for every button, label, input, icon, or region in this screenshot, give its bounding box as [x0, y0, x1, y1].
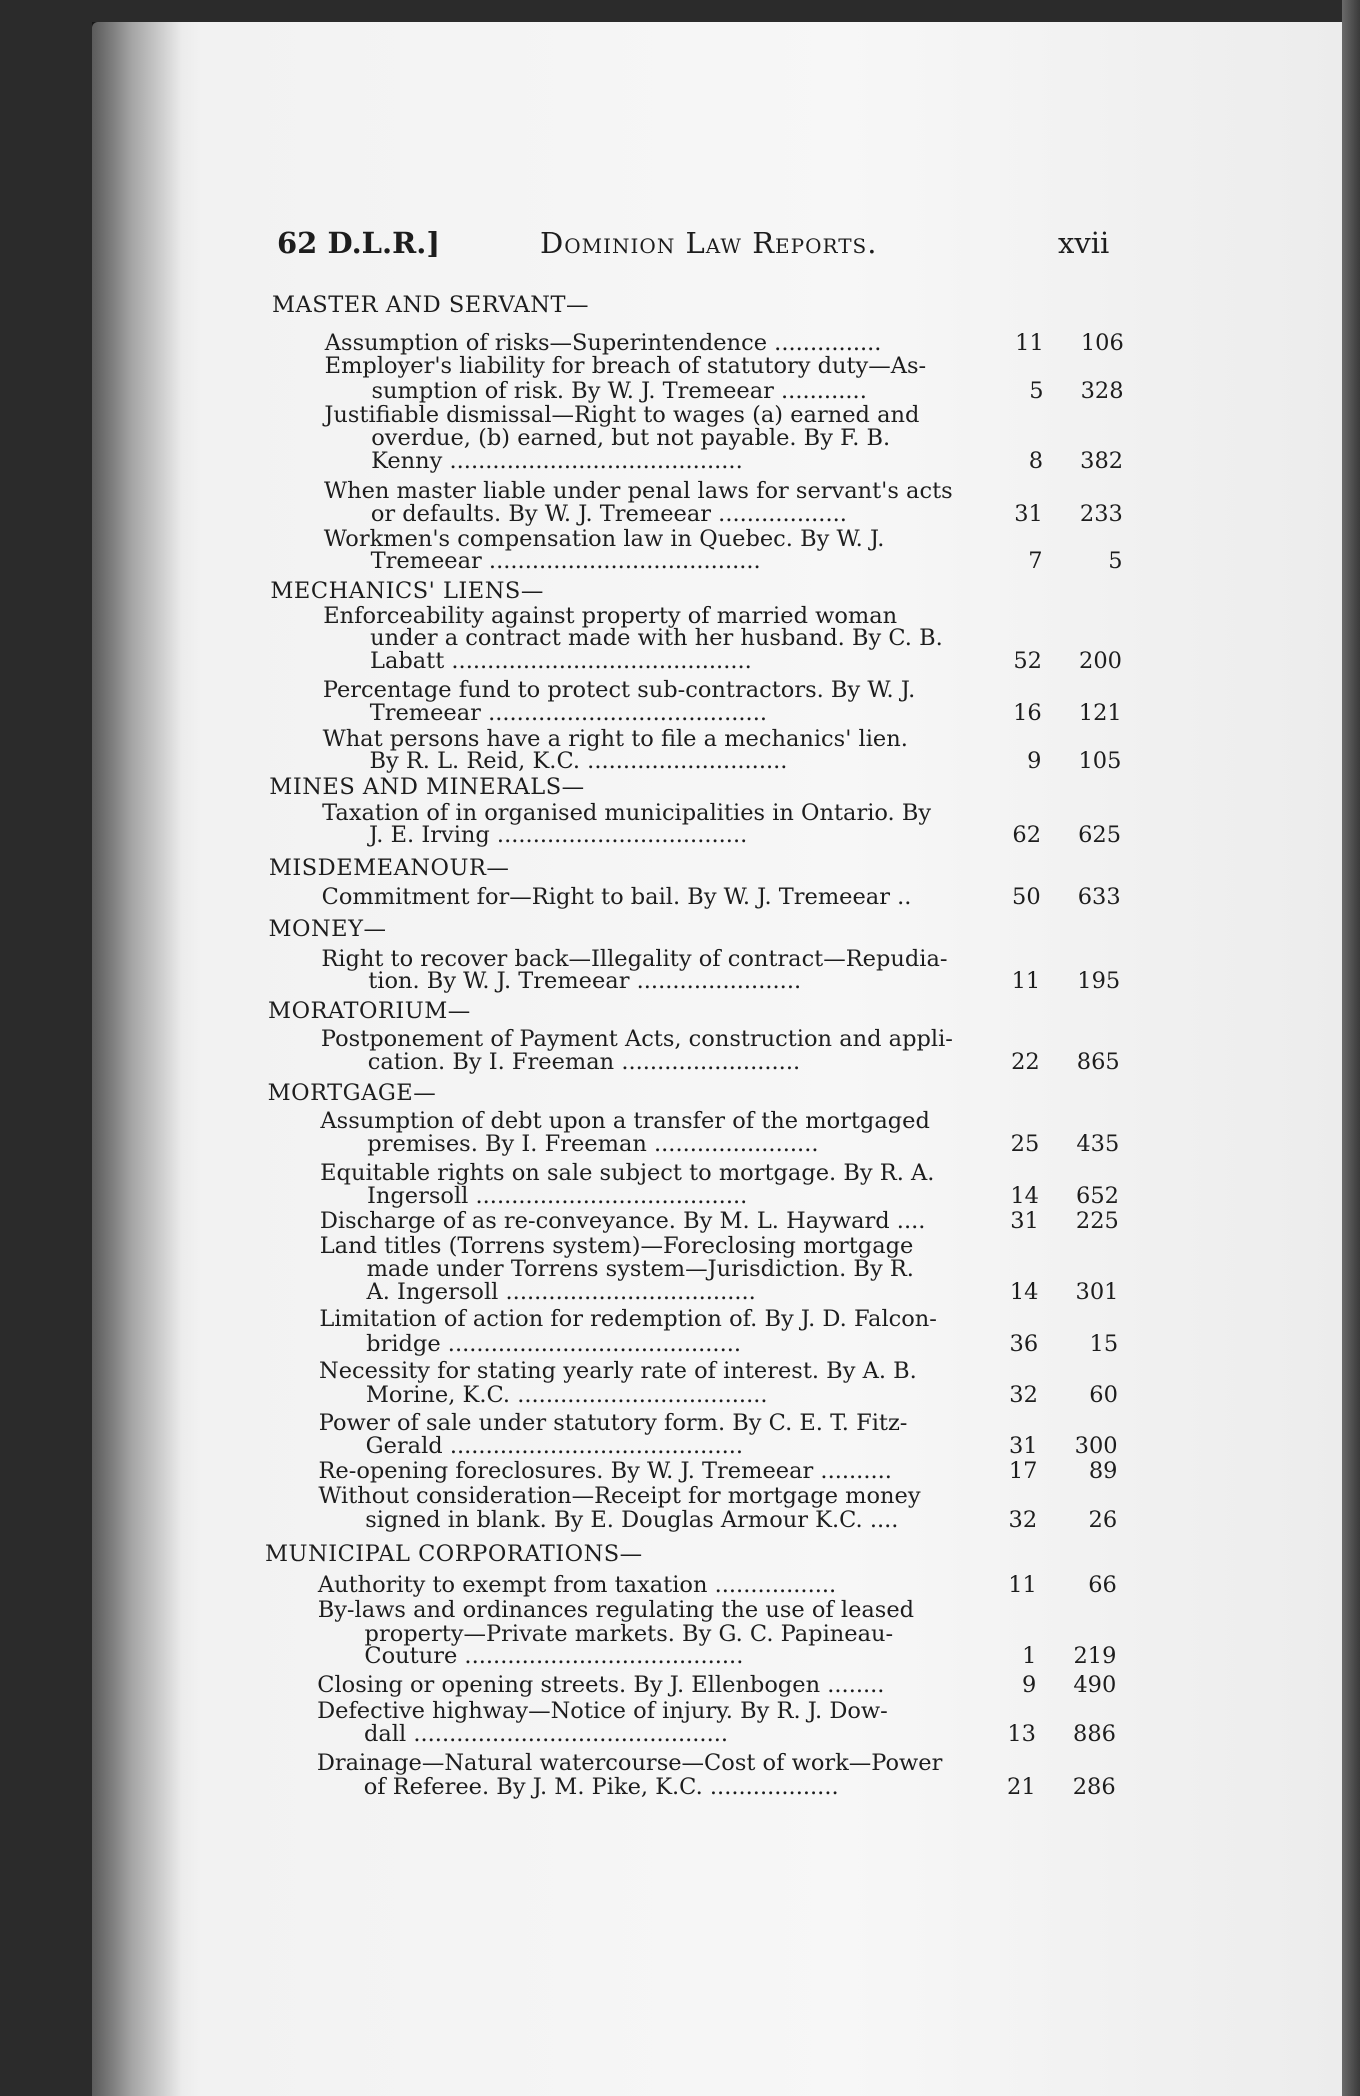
index-entry-line: cation. By I. Freeman ......................... — [367, 1049, 801, 1075]
index-heading: MISDEMEANOUR— — [268, 855, 510, 881]
index-entry-line: sumption of risk. By W. J. Tremeear ............ — [371, 378, 867, 404]
volume-number: 9 — [1021, 1672, 1037, 1698]
index-entry-line: bridge ......................................... — [366, 1331, 742, 1357]
page-reference: 89 — [1088, 1458, 1118, 1484]
gutter-shadow — [92, 22, 182, 2096]
page-reference: 195 — [1077, 968, 1121, 994]
volume-number: 11 — [1015, 330, 1044, 356]
index-entry-line: under a contract made with her husband. By C. B. — [370, 625, 943, 651]
volume-number: 31 — [1008, 1433, 1038, 1459]
page-reference: 233 — [1079, 501, 1123, 527]
volume-number: 31 — [1010, 1208, 1039, 1234]
index-entry-line: Right to recover back—Illegality of contract—Repudia- — [321, 946, 948, 972]
page-reference: 5 — [1108, 548, 1123, 574]
index-entry-line: Tremeear ...................................... — [370, 548, 761, 574]
index-heading: MASTER AND SERVANT— — [272, 292, 589, 318]
page-reference: 301 — [1075, 1279, 1119, 1305]
volume-number: 14 — [1009, 1279, 1039, 1305]
index-heading: MORATORIUM— — [268, 998, 471, 1024]
index-entry-line: Enforceability against property of married woman — [323, 603, 898, 629]
index-entry-line: Justifiable dismissal—Right to wages (a) earned and — [324, 402, 920, 428]
page-reference: 219 — [1073, 1643, 1117, 1669]
volume-number: 32 — [1009, 1382, 1038, 1408]
index-entry-line: Workmen's compensation law in Quebec. By W. J. — [323, 526, 885, 552]
index-entry-line: By-laws and ordinances regulating the use of leased — [317, 1597, 915, 1623]
volume-number: 5 — [1029, 378, 1044, 404]
volume-number: 9 — [1027, 748, 1042, 774]
page-reference: 200 — [1079, 648, 1122, 674]
index-entry-line: What persons have a right to file a mechanics' lien. — [322, 726, 908, 752]
page-reference: 121 — [1078, 700, 1122, 726]
page-reference: 490 — [1073, 1672, 1117, 1698]
volume-number: 8 — [1028, 448, 1044, 474]
index-heading: MORTGAGE— — [267, 1080, 437, 1106]
index-entry-line: or defaults. By W. J. Tremeear .................. — [370, 501, 847, 527]
page-reference: 66 — [1088, 1572, 1117, 1598]
index-entry-line: Taxation of in organised municipalities in Ontario. By — [322, 800, 932, 826]
index-entry-line: Couture ....................................... — [364, 1643, 744, 1669]
index-entry-line: Tremeear ....................................... — [369, 700, 768, 726]
index-heading: MINES AND MINERALS— — [269, 774, 585, 800]
volume-number: 32 — [1008, 1507, 1038, 1533]
index-entry-line: Equitable rights on sale subject to mortgage. By R. A. — [320, 1160, 935, 1186]
volume-number: 21 — [1007, 1774, 1036, 1800]
index-entry-line: Morine, K.C. ................................... — [365, 1382, 768, 1408]
page-reference: 106 — [1080, 330, 1124, 356]
index-entry-line: premises. By I. Freeman ....................... — [367, 1131, 819, 1157]
volume-number: 22 — [1011, 1049, 1040, 1075]
index-entry-line: By R. L. Reid, K.C. ............................ — [369, 748, 788, 774]
page-reference: 886 — [1073, 1721, 1116, 1747]
volume-number: 62 — [1012, 822, 1042, 848]
index-entry-line: Assumption of debt upon a transfer of the mortgaged — [320, 1108, 930, 1134]
index-entry-line: Assumption of risks—Superintendence ............... — [324, 330, 882, 356]
page-reference: 625 — [1078, 822, 1122, 848]
index-entry-line: Defective highway—Notice of injury. By R. J. Dow- — [317, 1698, 888, 1724]
index-entry-line: When master liable under penal laws for servant's acts — [323, 478, 953, 504]
page-reference: 865 — [1076, 1049, 1120, 1075]
index-entry-line: property—Private markets. By G. C. Papineau- — [364, 1621, 894, 1647]
page-reference: 328 — [1080, 378, 1124, 404]
index-entry-line: signed in blank. By E. Douglas Armour K.C. .... — [365, 1507, 899, 1533]
index-entry-line: Kenny ......................................... — [371, 448, 743, 474]
index-entry-line: Employer's liability for breach of statutory duty—As- — [324, 353, 927, 379]
running-head-volume: 62 D.L.R.] — [277, 226, 441, 260]
page-reference: 382 — [1080, 448, 1124, 474]
volume-number: 1 — [1022, 1643, 1037, 1669]
volume-number: 13 — [1007, 1721, 1036, 1747]
volume-number: 17 — [1008, 1458, 1038, 1484]
index-entry-line: A. Ingersoll ................................... — [366, 1279, 756, 1305]
page-reference: 26 — [1088, 1507, 1118, 1533]
page-number: xvii — [1058, 226, 1110, 260]
volume-number: 11 — [1011, 968, 1041, 994]
page-reference: 435 — [1076, 1131, 1120, 1157]
page-reference: 633 — [1077, 884, 1121, 910]
index-entry-line: tion. By W. J. Tremeear ....................... — [368, 968, 802, 994]
volume-number: 14 — [1010, 1183, 1039, 1209]
index-entry-line: Authority to exempt from taxation ................. — [317, 1572, 837, 1598]
page-reference: 652 — [1076, 1183, 1119, 1209]
index-entry-line: Re-opening foreclosures. By W. J. Tremeear .......... — [318, 1458, 892, 1484]
index-entry-line: Labatt .......................................... — [370, 648, 752, 674]
volume-number: 52 — [1013, 648, 1042, 674]
running-head-title: Dominion Law Reports. — [540, 226, 878, 260]
index-entry-line: dall ............................................ — [363, 1721, 729, 1747]
index-entry-line: Postponement of Payment Acts, construction and appli- — [320, 1026, 953, 1052]
index-entry-line: Gerald ......................................... — [365, 1433, 744, 1459]
index-entry-line: made under Torrens system—Jurisdiction. By R. — [366, 1256, 914, 1282]
index-entry-line: J. E. Irving ................................... — [369, 822, 748, 848]
page-reference: 300 — [1074, 1433, 1118, 1459]
index-entry-line: overdue, (b) earned, but not payable. By F. B. — [371, 425, 891, 451]
index-entry-line: Without consideration—Receipt for mortgage money — [318, 1483, 921, 1509]
index-entry-line: Ingersoll ...................................... — [367, 1183, 748, 1209]
index-entry-line: Closing or opening streets. By J. Ellenbogen ........ — [317, 1672, 885, 1698]
index-heading: MECHANICS' LIENS— — [270, 578, 544, 604]
volume-number: 11 — [1008, 1572, 1037, 1598]
page-reference: 225 — [1075, 1208, 1119, 1234]
page-reference: 105 — [1078, 748, 1122, 774]
page-reference: 15 — [1089, 1331, 1119, 1357]
index-entry-line: Land titles (Torrens system)—Foreclosing mortgage — [319, 1233, 914, 1259]
index-heading: MUNICIPAL CORPORATIONS— — [265, 1541, 643, 1567]
index-entry-line: Commitment for—Right to bail. By W. J. Tremeear .. — [321, 884, 912, 910]
index-entry-line: of Referee. By J. M. Pike, K.C. .................. — [363, 1774, 839, 1800]
volume-number: 31 — [1014, 501, 1043, 527]
index-entry-line: Necessity for stating yearly rate of interest. By A. B. — [319, 1358, 917, 1384]
index-entry-line: Drainage—Natural watercourse—Cost of work—Power — [316, 1750, 943, 1776]
volume-number: 36 — [1009, 1331, 1039, 1357]
volume-number: 50 — [1012, 884, 1041, 910]
index-entry-line: Power of sale under statutory form. By C. E. T. Fitz- — [318, 1410, 908, 1436]
index-entry-line: Discharge of as re-conveyance. By M. L. Hayward .... — [319, 1208, 926, 1234]
volume-number: 25 — [1010, 1131, 1040, 1157]
page-reference: 60 — [1089, 1382, 1118, 1408]
index-heading: MONEY— — [268, 916, 387, 942]
volume-number: 7 — [1028, 548, 1043, 574]
page-reference: 286 — [1072, 1774, 1116, 1800]
index-entry-line: Limitation of action for redemption of. By J. D. Falcon- — [319, 1306, 937, 1332]
book-edge — [1342, 0, 1360, 2096]
index-entry-line: Percentage fund to protect sub-contractors. By W. J. — [322, 677, 916, 703]
volume-number: 16 — [1013, 700, 1042, 726]
